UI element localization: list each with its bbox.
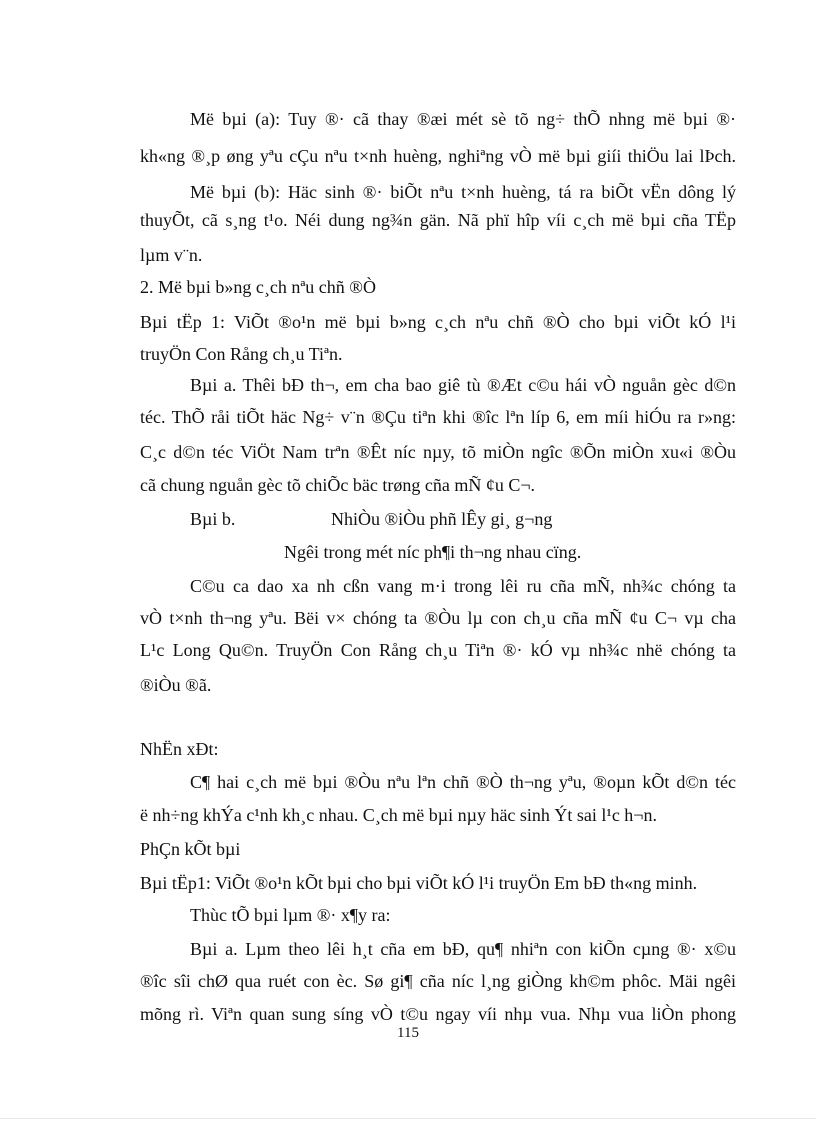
text-line: cã chung nguån gèc tõ chiÕc bäc trøng cña mÑ ¢u C¬. bbox=[140, 475, 536, 495]
text-line: téc. ThÕ råi tiÕt häc Ng÷ v¨n ®Çu tiªn khi ®îc lªn líp 6, em míi hiÓu ra r»ng: bbox=[140, 407, 736, 427]
page-number: 115 bbox=[397, 1025, 419, 1041]
text-line: Më bµi (b): Häc sinh ®· biÕt nªu t×nh huèng, tá ra biÕt vËn dông lý bbox=[190, 182, 736, 202]
text-line: mõng rì. Viªn quan sung síng vÒ t©u ngay víi nhµ vua. Nhµ vua liÒn phong bbox=[140, 1004, 736, 1024]
text-line: ë nh÷ng khÝa c¹nh kh¸c nhau. C¸ch më bµi nµy häc sinh Ýt sai l¹c h¬n. bbox=[140, 805, 657, 825]
section-heading: NhËn xÐt: bbox=[140, 739, 219, 759]
poem-line: NhiÒu ®iÒu phñ lÊy gi¸ g¬ng bbox=[331, 509, 553, 529]
poem-line: Ngêi trong mét níc ph¶i th¬ng nhau cïng. bbox=[284, 542, 582, 562]
text-line: L¹c Long Qu©n. TruyÖn Con Rång ch¸u Tiªn ®· kÓ vµ nh¾c nhë chóng ta bbox=[140, 640, 736, 660]
text-line: C¶ hai c¸ch më bµi ®Òu nªu lªn chñ ®Ò th¬ng yªu, ®oµn kÕt d©n téc bbox=[190, 772, 736, 792]
text-line: Bµi a. Thêi bÐ th¬, em cha bao giê tù ®Æt c©u hái vÒ nguån gèc d©n bbox=[190, 375, 736, 395]
text-line: ®îc sîi chØ qua ruét con èc. Sø gi¶ cña níc l¸ng giÒng kh©m phôc. Mäi ngêi bbox=[140, 971, 736, 991]
text-line: Më bµi (a): Tuy ®· cã thay ®æi mét sè tõ ng÷ thÕ nhng më bµi ®· bbox=[190, 109, 736, 129]
text-line: thuyÕt, cã s¸ng t¹o. Néi dung ng¾n gän. Nã phï hîp víi c¸ch më bµi cña TËp bbox=[140, 210, 736, 230]
text-line: Bµi a. Lµm theo lêi h¸t cña em bÐ, qu¶ nhiªn con kiÕn cµng ®· x©u bbox=[190, 939, 736, 959]
text-line: C¸c d©n téc ViÖt Nam trªn ®Êt níc nµy, tõ miÒn ngîc ®Õn miÒn xu«i ®Òu bbox=[140, 442, 736, 462]
text-line: Bµi tËp1: ViÕt ®o¹n kÕt bµi cho bµi viÕt kÓ l¹i truyÖn Em bÐ th«ng minh. bbox=[140, 873, 698, 893]
text-line: Bµi tËp 1: ViÕt ®o¹n më bµi b»ng c¸ch nªu chñ ®Ò cho bµi viÕt kÓ l¹i bbox=[140, 312, 736, 332]
text-line: ®iÒu ®ã. bbox=[140, 675, 212, 695]
text-line: Bµi b. bbox=[190, 509, 236, 529]
text-line: lµm v¨n. bbox=[140, 245, 203, 265]
text-line: Thùc tÕ bµi lµm ®· x¶y ra: bbox=[190, 905, 391, 925]
text-line: C©u ca dao xa nh cßn vang m·i trong lêi ru cña mÑ, nh¾c chóng ta bbox=[190, 576, 736, 596]
text-line: vÒ t×nh th¬ng yªu. Bëi v× chóng ta ®Òu lµ con ch¸u cña mÑ ¢u C¬ vµ cha bbox=[140, 608, 736, 628]
text-line: kh«ng ®¸p øng yªu cÇu nªu t×nh huèng, nghiªng vÒ më bµi giíi thiÖu lai lÞch. bbox=[140, 146, 736, 166]
section-heading: PhÇn kÕt bµi bbox=[140, 839, 241, 859]
page-edge-divider bbox=[0, 1118, 816, 1119]
text-line: truyÖn Con Rång ch¸u Tiªn. bbox=[140, 344, 343, 364]
section-heading: 2. Më bµi b»ng c¸ch nªu chñ ®Ò bbox=[140, 277, 376, 297]
